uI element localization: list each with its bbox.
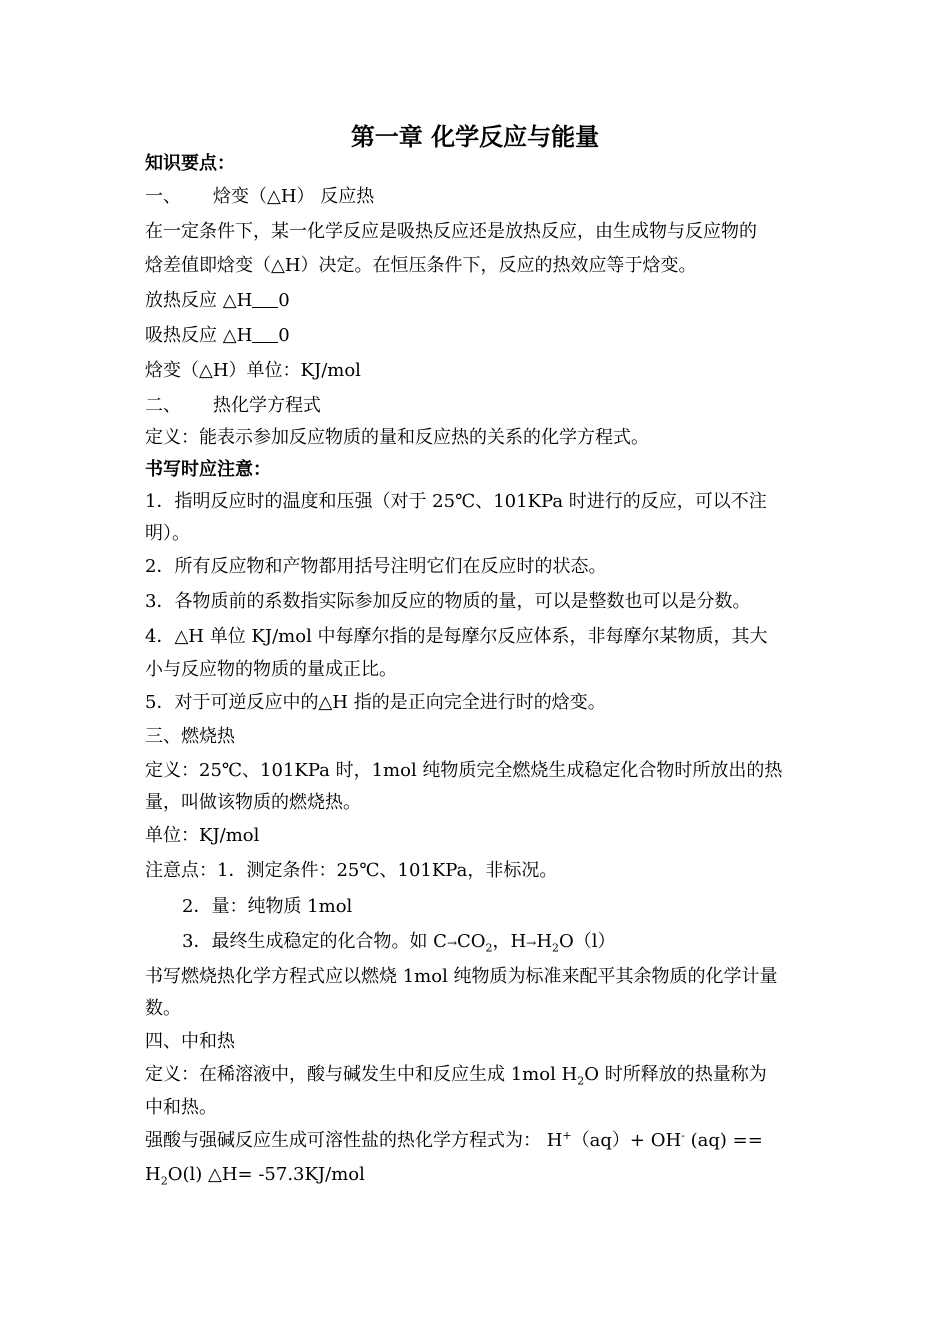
definition-text: 定义：在稀溶液中，酸与碱发生中和反应生成 1mol H [145,1064,578,1085]
section-3-note-2: 2．量：纯物质 1mol [182,896,353,917]
exothermic-line [145,290,290,312]
equation-text-tail: (aq) == [684,1130,763,1151]
separator-text: ，H [492,931,527,952]
section-3-note-1: 注意点：1．测定条件：25℃、101KPa，非标况。 [145,860,558,881]
co2-formula: CO [457,931,486,952]
subscript: 2 [485,941,493,955]
equation-enthalpy: O(l) △H= -57.3KJ/mol [167,1164,365,1185]
section-1-paragraph-line-1: 在一定条件下，某一化学反应是吸热反应还是放热反应，由生成物与反应物的 [145,221,757,242]
endothermic-value: 0 [278,325,290,346]
endothermic-line [145,325,290,347]
knowledge-heading: 知识要点： [145,153,235,174]
subscript: 2 [577,1074,585,1088]
section-4-heading: 四、中和热 [145,1031,235,1052]
section-3-heading: 三、燃烧热 [145,726,235,747]
superscript: + [562,1129,572,1142]
section-1-heading [145,186,374,208]
section-2-title: 热化学方程式 [213,395,321,416]
section-1-paragraph-line-2: 焓差值即焓变（△H）决定。在恒压条件下，反应的热效应等于焓变。 [145,255,697,276]
section-1-number: 一、 [145,186,181,207]
equation-h: H [145,1164,161,1185]
definition-text-tail: O 时所释放的热量称为 [584,1064,767,1085]
arrow-icon: → [526,936,537,950]
section-3-definition-line-1: 定义：25℃、101KPa 时，1mol 纯物质完全燃烧生成稳定化合物时所放出的热 [145,760,783,781]
section-2-heading [145,395,321,417]
fill-blank [252,291,278,308]
neutralization-equation-line-1 [145,1130,763,1152]
section-1-title: 焓变（△H） 反应热 [213,186,375,207]
note-3: 3．各物质前的系数指实际参加反应的物质的量，可以是整数也可以是分数。 [145,591,751,612]
note-3-text: 3．最终生成稳定的化合物。如 C [182,931,447,952]
section-3-unit: 单位：KJ/mol [145,825,260,846]
writing-notes-heading: 书写时应注意： [145,459,271,480]
section-3-definition-line-2: 量，叫做该物质的燃烧热。 [145,792,361,813]
exothermic-label: 放热反应 △H [145,290,253,311]
exothermic-value: 0 [278,290,290,311]
section-3-writing-line-1: 书写燃烧热化学方程式应以燃烧 1mol 纯物质为标准来配平其余物质的化学计量 [145,966,778,987]
section-2-definition: 定义：能表示参加反应物质的量和反应热的关系的化学方程式。 [145,427,649,448]
section-3-writing-line-2: 数。 [145,998,181,1019]
section-4-definition-line-2: 中和热。 [145,1097,217,1118]
h2o-formula-tail: O（l） [559,931,616,952]
subscript: 2 [160,1174,168,1188]
note-2: 2．所有反应物和产物都用括号注明它们在反应时的状态。 [145,556,607,577]
equation-text-mid: （aq）+ OH [571,1130,682,1151]
neutralization-equation-line-2 [145,1164,365,1186]
arrow-icon: → [446,936,458,950]
section-4-definition-line-1 [145,1064,767,1086]
note-4-line-1: 4．△H 单位 KJ/mol 中每摩尔指的是每摩尔反应体系，非每摩尔某物质，其大 [145,626,768,647]
fill-blank [252,326,278,343]
endothermic-label: 吸热反应 △H [145,325,253,346]
note-5: 5．对于可逆反应中的△H 指的是正向完全进行时的焓变。 [145,692,606,713]
enthalpy-unit-line: 焓变（△H）单位：KJ/mol [145,360,361,381]
note-4-line-2: 小与反应物的物质的量成正比。 [145,659,397,680]
section-2-number: 二、 [145,395,181,416]
subscript: 2 [552,941,560,955]
note-1-line-2: 明）。 [145,523,190,544]
equation-text: 强酸与强碱反应生成可溶性盐的热化学方程式为： H [145,1130,563,1151]
h2o-formula: H [536,931,553,952]
note-1-line-1: 1．指明反应时的温度和压强（对于 25℃、101KPa 时进行的反应，可以不注 [145,491,767,512]
superscript: - [681,1129,685,1142]
section-3-note-3 [182,931,616,954]
page-title: 第一章 化学反应与能量 [350,123,600,151]
